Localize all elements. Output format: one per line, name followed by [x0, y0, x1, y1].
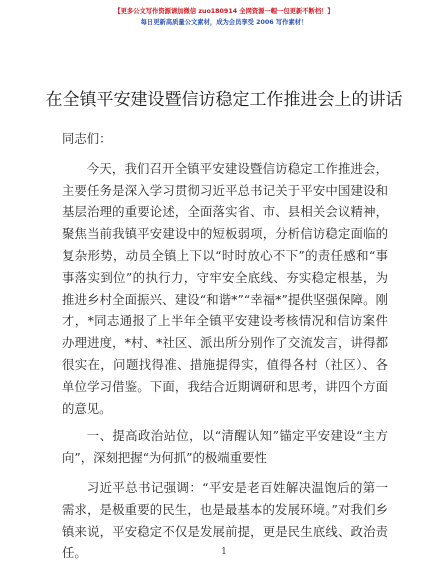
salutation: 同志们： [62, 131, 112, 146]
page-number: 1 [221, 547, 227, 557]
document-body [62, 122, 388, 564]
paragraph-2: 习近平总书记强调：“平安是老百姓解决温饱后的第一需求，是极重要的民生，也是最基本的发展环境。”对我们乡镇来说，平安稳定不仅是发展前提，更是民生底线、政治责任。 [62, 479, 388, 561]
section-1-heading: 一、提高政治站位，以“清醒认知”锚定平安建设“主方向”，深刻把握“为何抓”的极端重要性 [62, 428, 388, 466]
paragraph-1: 今天，我们召开全镇平安建设暨信访稳定工作推进会，主要任务是深入学习贯彻习近平总书记关于平安中国建设和基层治理的重要论述，全面落实省、市、县相关会议精神，聚焦当前我镇平安建设中的短板弱项，分析信访稳定面临的复杂形势，动员全镇上下以“时时放心不下”的责任感和“事事落实到位”的执行力，守牢安全底线、夯实稳定根基，为推进乡村全面振兴、建设“和谐*”“幸福*”提供坚强保障。刚才，*同志通报了上半年全镇平安建设考核情况和信访案件办理进度，*村、*社区、派出所分别作了交流发言，讲得都很实在，问题找得准、措施提得实，值得各村（社区）、各单位学习借鉴。下面，我结合近期调研和思考，讲四个方面的意见。 [62, 160, 388, 416]
promo-banner-line-1: 【更多公文写作资源请加微信 zuo180914 全网资源一帽一包更新不断档！】 [114, 8, 334, 15]
document-title: 在全镇平安建设暨信访稳定工作推进会上的讲话 [45, 90, 403, 110]
promo-banner [0, 6, 448, 28]
promo-banner-line-2: 每日更新高质量公文素材，成为会员享受 2006 写作素材！ [140, 19, 308, 26]
